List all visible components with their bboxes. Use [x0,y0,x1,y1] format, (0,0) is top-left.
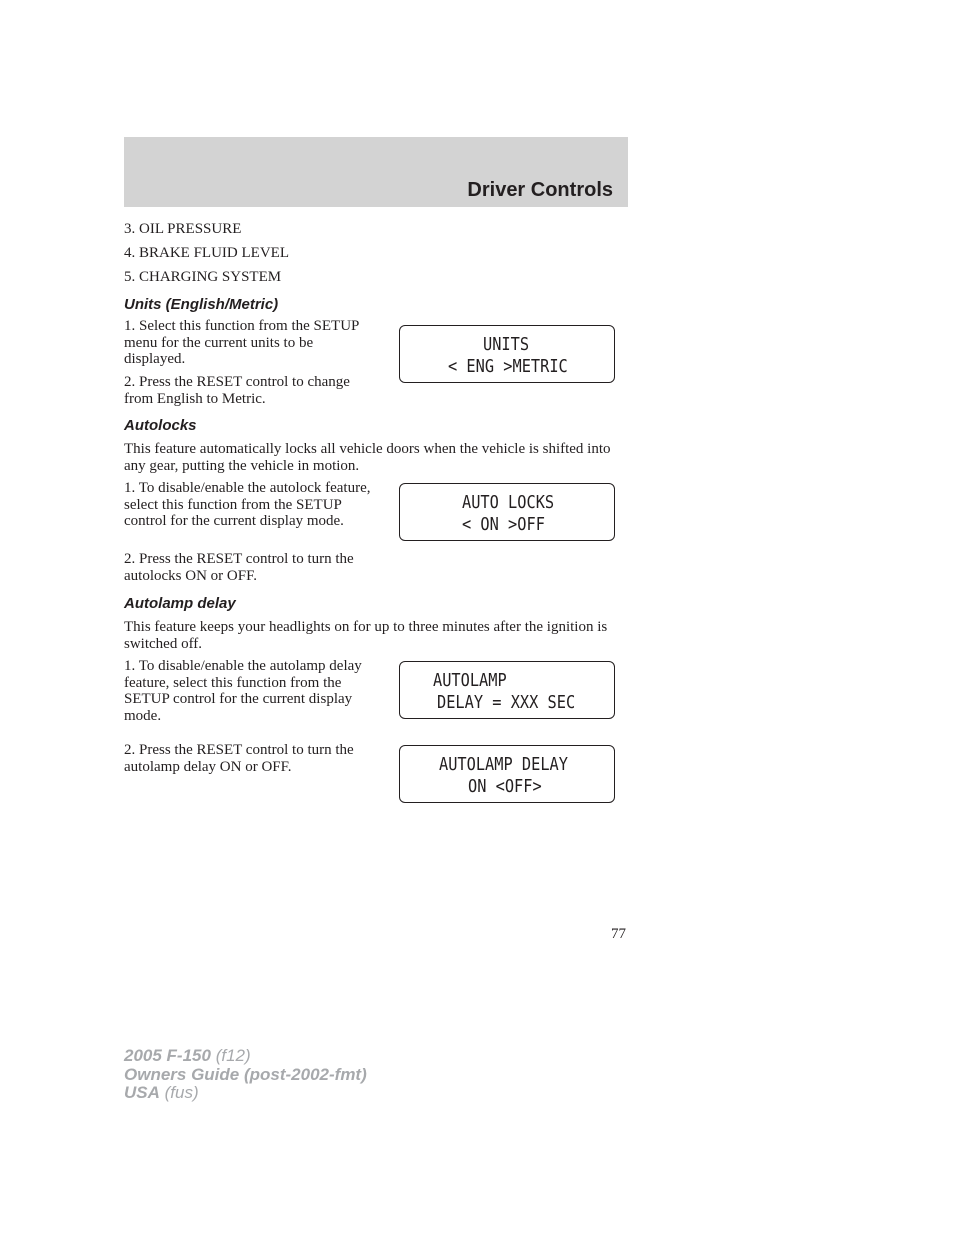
units-heading: Units (English/Metric) [124,296,279,313]
units-step-1: 1. Select this function from the SETUP menu for the current units to be displayed. [124,318,359,367]
section-header [124,137,628,207]
list-item: 3. OIL PRESSURE [124,221,242,237]
footer-model-code: (f12) [215,1046,251,1065]
list-item: 5. CHARGING SYSTEM [124,269,282,285]
autolocks-step-2: 2. Press the RESET control to turn the autolocks ON or OFF. [124,551,354,584]
autolocks-display [399,483,615,541]
footer-guide: Owners Guide (post-2002-fmt) [124,1064,367,1084]
autolamp-step-1: 1. To disable/enable the autolamp delay feature, select this function from the SETUP control for the current display mode. [124,658,362,724]
autolamp-onoff-display [399,745,615,803]
autolamp-heading: Autolamp delay [124,595,236,612]
page-number: 77 [611,926,626,942]
autolamp-onoff-line-2: ON <OFF> [468,776,542,797]
autolocks-display-line-1: AUTO LOCKS [462,492,555,513]
autolocks-heading: Autolocks [124,417,197,434]
autolocks-intro: This feature automatically locks all vehicle doors when the vehicle is shifted into any gear, putting the vehicle in motion. [124,441,611,474]
autolamp-display-line-1: AUTOLAMP [433,670,507,691]
units-display [399,325,615,383]
autolamp-delay-display [399,661,615,719]
autolocks-display-line-2: < ON >OFF [462,514,545,535]
list-item: 4. BRAKE FLUID LEVEL [124,245,289,261]
units-step-2: 2. Press the RESET control to change from English to Metric. [124,374,350,407]
section-title: Driver Controls [467,179,613,201]
document-footer [124,1047,367,1103]
footer-market-code: (fus) [164,1083,199,1102]
autolamp-intro: This feature keeps your headlights on for up to three minutes after the ignition is switched off. [124,619,608,652]
autolamp-step-2: 2. Press the RESET control to turn the autolamp delay ON or OFF. [124,742,354,775]
footer-line-2 [124,1066,367,1085]
units-display-line-2: < ENG >METRIC [448,356,568,377]
footer-model: 2005 F-150 [124,1046,211,1065]
footer-market: USA [124,1083,160,1102]
units-display-line-1: UNITS [483,334,530,355]
autolocks-step-1: 1. To disable/enable the autolock feature, select this function from the SETUP control for the current display mode. [124,480,371,529]
footer-line-3 [124,1084,367,1103]
autolamp-display-line-2: DELAY = XXX SEC [437,692,576,713]
footer-line-1 [124,1047,367,1066]
autolamp-onoff-line-1: AUTOLAMP DELAY [439,754,568,775]
